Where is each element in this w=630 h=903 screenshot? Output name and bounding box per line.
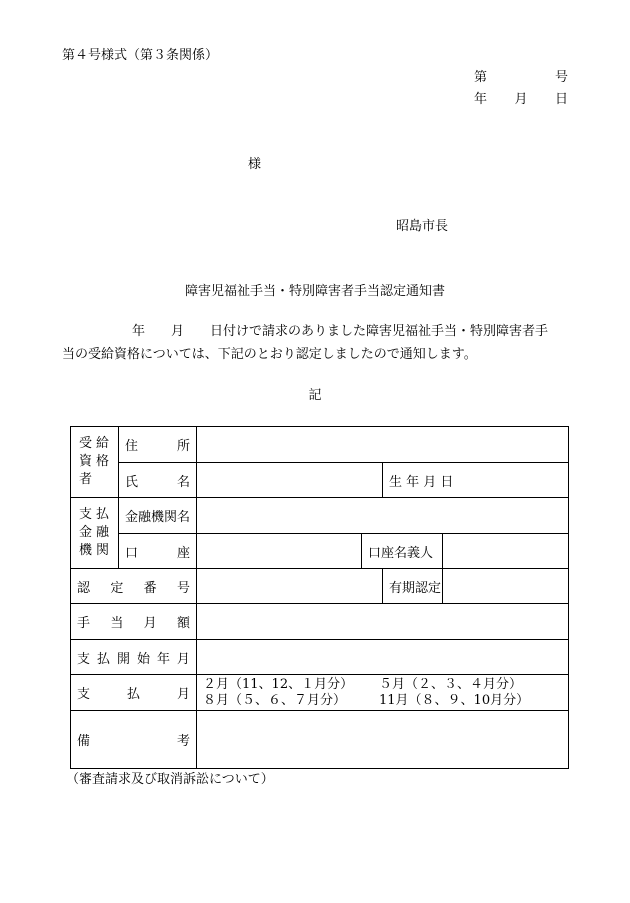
addressee-honorific: 様 xyxy=(248,157,262,172)
account-holder-label: 口座名義人 xyxy=(362,534,443,569)
allowance-amount-value[interactable] xyxy=(197,604,569,640)
date-day: 日 xyxy=(554,92,568,107)
address-value[interactable] xyxy=(197,427,569,463)
remarks-label: 備 考 xyxy=(71,711,197,769)
certification-table xyxy=(70,426,569,769)
allowance-amount-label: 手 当 月 額 xyxy=(71,604,197,640)
document-date-line xyxy=(474,92,568,108)
ki-marker: 記 xyxy=(308,388,322,403)
body-line-1: 年 月 日付けで請求のありました障害児福祉手当・特別障害者手 xyxy=(132,324,549,339)
fixed-term-value[interactable] xyxy=(443,569,569,604)
payment-start-label: 支 払 開 始 年 月 xyxy=(71,640,197,675)
footer-note: （審査請求及び取消訴訟について） xyxy=(66,772,274,787)
payment-institution-group-label: 支払金融機関 xyxy=(71,498,119,569)
name-label: 氏 名 xyxy=(119,463,197,498)
body-line-2: 当の受給資格については、下記のとおり認定しましたので通知します。 xyxy=(62,347,477,362)
form-number: 第４号様式（第３条関係） xyxy=(62,48,219,63)
document-number-line xyxy=(474,70,568,86)
account-holder-value[interactable] xyxy=(443,534,569,569)
number-suffix: 号 xyxy=(554,70,568,85)
bank-name-value[interactable] xyxy=(197,498,569,534)
address-label: 住 所 xyxy=(119,427,197,463)
remarks-value[interactable] xyxy=(197,711,569,769)
fixed-term-label: 有期認定 xyxy=(383,569,443,604)
payment-schedule xyxy=(197,675,569,711)
bank-name-label: 金融機関名 xyxy=(119,498,197,534)
body-text xyxy=(62,320,582,366)
payment-month-label: 支 払 月 xyxy=(71,675,197,711)
certification-number-label: 認 定 番 号 xyxy=(71,569,197,604)
payment-start-value[interactable] xyxy=(197,640,569,675)
number-prefix: 第 xyxy=(474,70,488,85)
date-year: 年 xyxy=(474,92,488,107)
account-label: 口 座 xyxy=(119,534,197,569)
payment-schedule-row: ８月（５、６、７月分） 11月（８、９、10月分） xyxy=(203,692,530,708)
birthdate-label: 生 年 月 日 xyxy=(383,463,569,498)
account-value[interactable] xyxy=(197,534,362,569)
recipient-group-label: 受給資格者 xyxy=(71,427,119,498)
date-month: 月 xyxy=(514,92,528,107)
payment-schedule-row: ２月（11、12、１月分） ５月（２、３、４月分） xyxy=(203,676,523,692)
document-title: 障害児福祉手当・特別障害者手当認定通知書 xyxy=(184,284,445,299)
certification-number-value[interactable] xyxy=(197,569,383,604)
name-value[interactable] xyxy=(197,463,383,498)
issuer: 昭島市長 xyxy=(396,219,449,234)
